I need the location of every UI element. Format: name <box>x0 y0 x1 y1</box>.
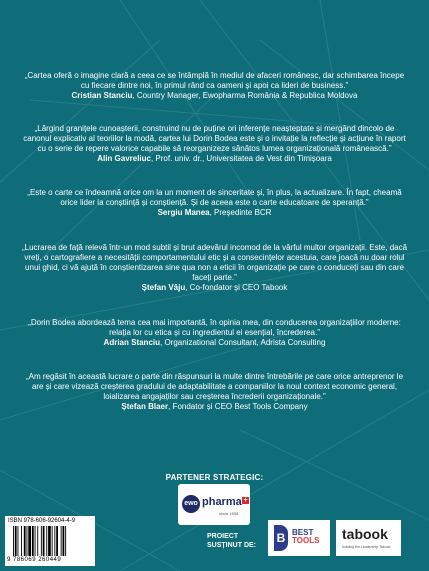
quote-author-role: , Prof. univ. dr., Universitatea de Vest din Timișoara <box>150 154 332 163</box>
quote-2 <box>20 124 409 164</box>
project-line-2: SUSȚINUT DE: <box>207 542 256 549</box>
quote-text: „Am regăsit în această lucrare o parte din răspunsuri la multe dintre întrebările pe care orice antreprenor le are și care vizează creșterea gradului de adaptabilitate a companiilor la noul context economic general, loializarea angajaților sau creșterea încrederii organizaționale.” <box>25 372 404 401</box>
quote-author: Ștefan Blaer <box>121 402 169 411</box>
quote-attribution <box>20 91 409 101</box>
barcode-bar <box>13 526 14 556</box>
isbn-text: ISBN 978-606-92604-4-9 <box>8 518 76 524</box>
quote-attribution <box>20 402 409 412</box>
barcode-bar <box>56 526 58 556</box>
quote-author-role: , Fondator și CEO Best Tools Company <box>168 402 308 411</box>
best-tools-line-1: BEST <box>292 528 314 537</box>
quote-4 <box>20 243 409 293</box>
tabook-wordmark: tabook <box>342 526 388 542</box>
quote-text: „Dorin Bodea abordează tema cea mai importantă, în opinia mea, din conducerea organizațiilor moderne: relația lor cu etica și cu ingredientul ei esențial, încrederea.” <box>28 318 401 337</box>
project-label <box>207 532 256 550</box>
quote-text: „Lucrarea de față relevă într-un mod subtil și brut adevărul incomod de la vârful multor organizații. Este, dacă vreți, o cartografiere a necesității comportamentului etic și a consecințelor acestuia, care joacă nu doar rolul unui ghid, ci vă ajută în conștientizarea sine qua non a eticii în organizație pe care o conduceți sau din care faceți parte.” <box>21 243 408 282</box>
tabook-tagline: building the Leadership Tabook <box>342 545 391 549</box>
quote-author-role: , Country Manager, Ewopharma România & Republica Moldova <box>132 91 358 100</box>
barcode-bar <box>37 526 38 556</box>
tabook-logo <box>336 520 401 556</box>
barcode-bar <box>28 526 31 556</box>
ewopharma-logo <box>178 484 250 525</box>
quote-text: „Cartea oferă o imagine clară a ceea ce se întâmplă în mediul de afaceri românesc, dar schimbarea începe cu fiecare dintre noi, în primul rând ca oameni și apoi ca lideri de business.” <box>24 71 405 90</box>
quote-author: Alin Gavreliuc <box>97 154 151 163</box>
quote-6 <box>20 372 409 412</box>
quote-attribution <box>20 338 409 348</box>
quote-attribution <box>20 154 409 164</box>
best-tools-logo <box>268 520 330 556</box>
ewo-wordmark: pharma <box>202 496 242 508</box>
best-tools-mark: B <box>274 525 288 551</box>
barcode-bar <box>21 526 22 556</box>
project-line-1: PROIECT <box>207 533 239 540</box>
quote-text: „Lărgind granițele cunoașterii, construind nu de puține ori inferențe neașteptate și mergând dincolo de canonul explicativ al teoriilor la modă, cartea lui Dorin Bodea este și o invitație la reflecție și acțiune în raport cu o serie de repere valorice capabile să reorganizeze sănătos lumea organizațională românească.” <box>23 124 406 153</box>
ewo-since: since 1958 <box>219 511 239 516</box>
quote-attribution <box>20 208 409 218</box>
barcode-bar <box>32 526 34 556</box>
quote-author: Adrian Stanciu <box>103 338 160 347</box>
barcode-bar <box>41 526 42 556</box>
quote-author: Sergiu Manea <box>157 208 210 217</box>
barcode-bar <box>27 526 28 556</box>
quote-author-role: , Organizational Consultant, Adrista Consulting <box>160 338 326 347</box>
quote-1 <box>20 71 409 101</box>
quote-author-role: , Co-fondator și CEO Tabook <box>185 283 288 292</box>
barcode-bar <box>61 526 62 556</box>
quote-author: Ștefan Vâju <box>141 283 186 292</box>
quote-3 <box>20 188 409 218</box>
barcode-bar <box>18 526 19 556</box>
isbn-barcode <box>5 516 95 566</box>
plus-icon: + <box>243 497 248 504</box>
ewo-mark: ewo <box>182 495 200 513</box>
quote-text: „Este o carte ce îndeamnă orice om la un moment de sinceritate și, în plus, la actualizare. În fapt, cheamă orice lider la conștiință și conștiență. Și de aceea este o carte educatoare de speranță.” <box>27 188 402 207</box>
barcode-bar <box>15 526 17 556</box>
best-tools-wordmark <box>292 529 319 545</box>
quote-attribution <box>20 283 409 293</box>
barcode-bar <box>63 526 65 556</box>
barcode-bar <box>24 526 26 556</box>
barcode-bars <box>13 526 89 556</box>
barcode-bar <box>46 526 47 556</box>
quote-author-role: , Președinte BCR <box>209 208 272 217</box>
quote-author: Cristian Stanciu <box>71 91 133 100</box>
barcode-bar <box>52 526 53 556</box>
quote-5 <box>20 318 409 348</box>
best-tools-line-2: TOOLS <box>292 536 320 545</box>
barcode-bar <box>35 526 36 556</box>
barcode-bar <box>65 526 66 556</box>
barcode-bar <box>43 526 45 556</box>
barcode-number: 9 786069 260449 <box>7 557 62 563</box>
barcode-bar <box>54 526 55 556</box>
partner-label: PARTENER STRATEGIC: <box>165 473 264 482</box>
barcode-bar <box>48 526 51 556</box>
